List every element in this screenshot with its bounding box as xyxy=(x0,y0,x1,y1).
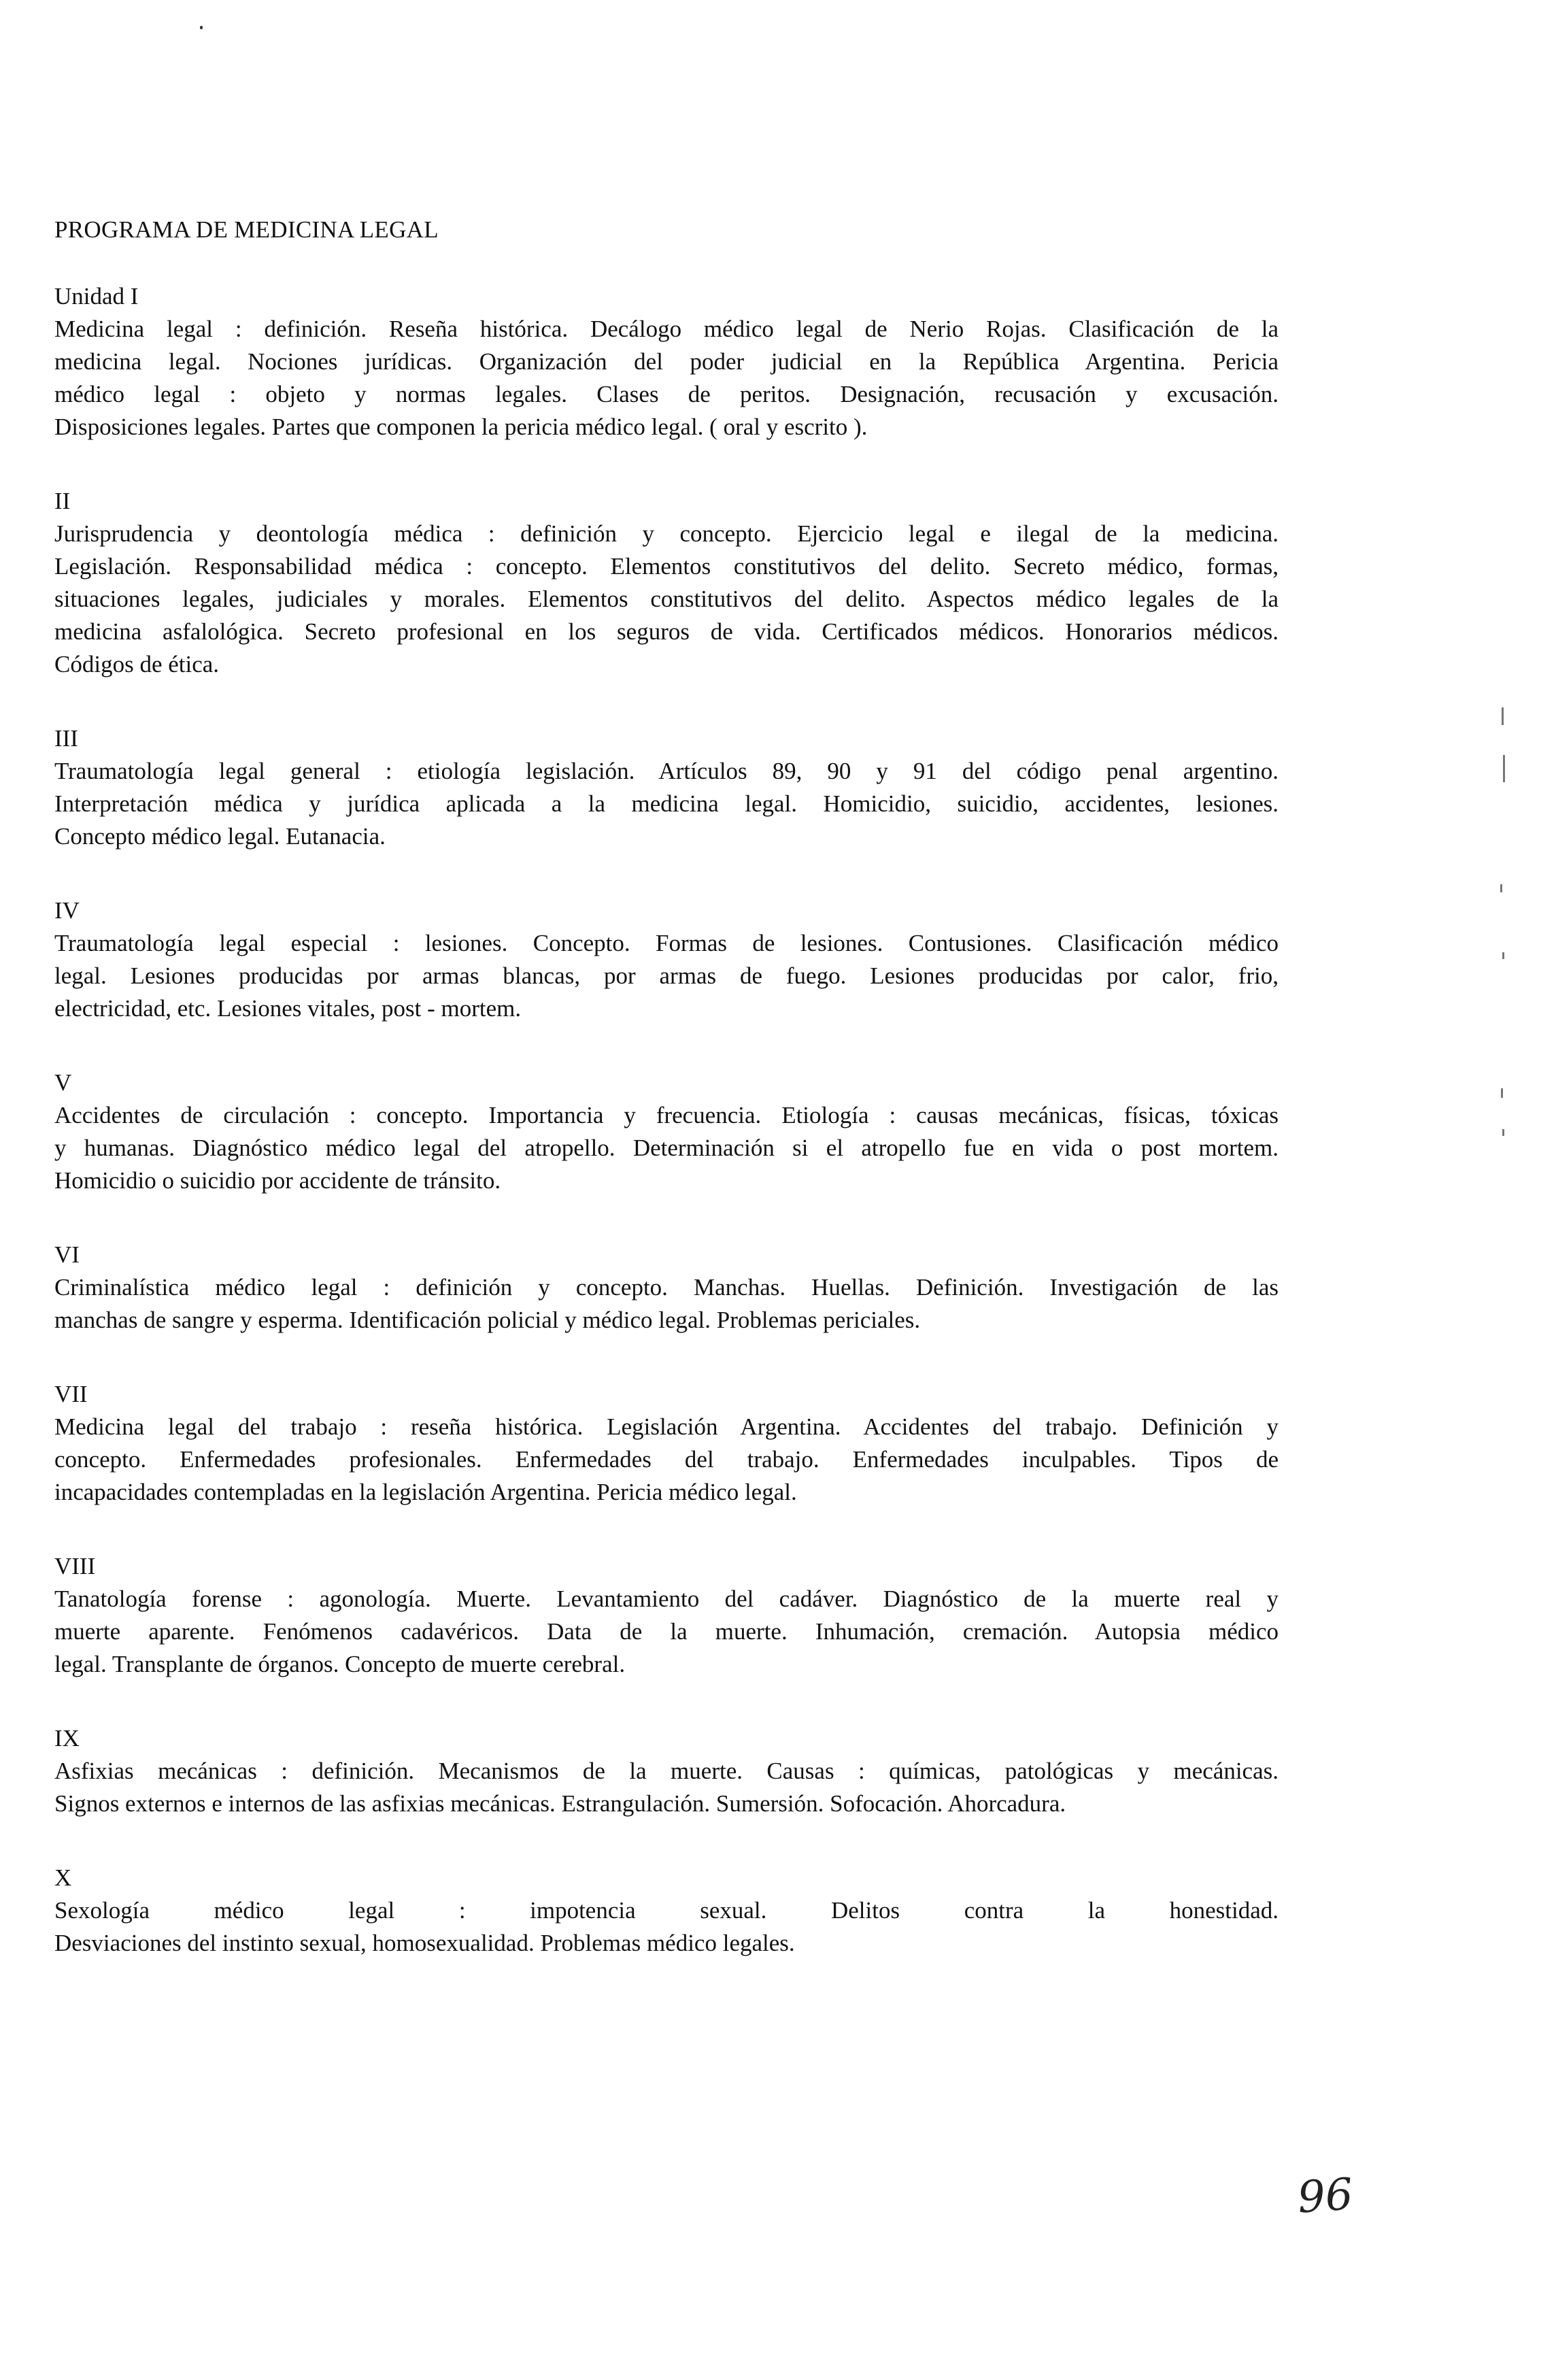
unit-text-line: Concepto médico legal. Eutanacia. xyxy=(54,823,386,850)
unit-text-line: electricidad, etc. Lesiones vitales, post - mortem. xyxy=(54,995,522,1022)
unit-heading: VI xyxy=(54,1241,80,1268)
unit-section xyxy=(54,1239,1279,1337)
unit-section xyxy=(54,1722,1279,1820)
unit-text-line: Medicina legal del trabajo : reseña histórica. Legislación Argentina. Accidentes del trabajo. Definición y xyxy=(54,1413,1279,1440)
scan-mark xyxy=(1502,707,1504,725)
unit-text-line: medicina asfalológica. Secreto profesional en los seguros de vida. Certificados médicos. Honorarios médicos. xyxy=(54,618,1279,645)
unit-text-line: concepto. Enfermedades profesionales. Enfermedades del trabajo. Enfermedades inculpables. Tipos de xyxy=(54,1446,1279,1473)
units-container xyxy=(54,280,1279,2001)
unit-text-line: Medicina legal : definición. Reseña histórica. Decálogo médico legal de Nerio Rojas. Clasificación de la xyxy=(54,316,1279,342)
unit-text-line: legal. Lesiones producidas por armas blancas, por armas de fuego. Lesiones producidas por calor, frio, xyxy=(54,962,1279,989)
scan-mark xyxy=(1503,755,1505,782)
unit-text-line: Códigos de ética. xyxy=(54,651,220,677)
unit-heading: VII xyxy=(54,1381,88,1407)
unit-heading: II xyxy=(54,488,71,514)
unit-text-line: situaciones legales, judiciales y morales. Elementos constitutivos del delito. Aspectos médico legales de la xyxy=(54,586,1279,612)
unit-text-line: medicina legal. Nociones jurídicas. Organización del poder judicial en la República Argentina. Pericia xyxy=(54,348,1279,375)
scan-mark xyxy=(1500,884,1502,892)
unit-text-line: incapacidades contempladas en la legislación Argentina. Pericia médico legal. xyxy=(54,1479,797,1505)
unit-text-line: Accidentes de circulación : concepto. Importancia y frecuencia. Etiología : causas mecánicas, físicas, tóxicas xyxy=(54,1102,1279,1128)
unit-section xyxy=(54,1550,1279,1681)
unit-section xyxy=(54,1862,1279,1960)
unit-text-line: médico legal : objeto y normas legales. Clases de peritos. Designación, recusación y excusación. xyxy=(54,381,1279,407)
unit-text-line: Asfixias mecánicas : definición. Mecanismos de la muerte. Causas : químicas, patológicas y mecánicas. xyxy=(54,1758,1279,1784)
unit-section xyxy=(54,1067,1279,1197)
unit-heading: V xyxy=(54,1069,72,1096)
unit-text-line: Tanatología forense : agonología. Muerte. Levantamiento del cadáver. Diagnóstico de la muerte real y xyxy=(54,1586,1279,1612)
unit-text-line: y humanas. Diagnóstico médico legal del atropello. Determinación si el atropello fue en vida o post mortem. xyxy=(54,1135,1279,1161)
unit-section xyxy=(54,894,1279,1025)
unit-section xyxy=(54,485,1279,681)
handwritten-page-number: 96 xyxy=(1296,2169,1355,2224)
unit-section xyxy=(54,722,1279,853)
scan-mark xyxy=(1502,952,1504,959)
unit-section xyxy=(54,280,1279,443)
unit-text-line: Traumatología legal especial : lesiones. Concepto. Formas de lesiones. Contusiones. Clasificación médico xyxy=(54,930,1279,956)
unit-text-line: Signos externos e internos de las asfixias mecánicas. Estrangulación. Sumersión. Sofocación. Ahorcadura. xyxy=(54,1790,1066,1817)
unit-text-line: manchas de sangre y esperma. Identificación policial y médico legal. Problemas periciales. xyxy=(54,1307,921,1333)
scan-speck xyxy=(200,26,203,29)
unit-text-line: legal. Transplante de órganos. Concepto de muerte cerebral. xyxy=(54,1651,626,1677)
unit-text-line: Sexología médico legal : impotencia sexual. Delitos contra la honestidad. xyxy=(54,1897,1279,1924)
unit-heading: III xyxy=(54,725,78,752)
unit-text-line: Traumatología legal general : etiología legislación. Artículos 89, 90 y 91 del código penal argentino. xyxy=(54,758,1279,784)
unit-text-line: Criminalística médico legal : definición y concepto. Manchas. Huellas. Definición. Investigación de las xyxy=(54,1274,1279,1301)
unit-text-line: Desviaciones del instinto sexual, homosexualidad. Problemas médico legales. xyxy=(54,1930,795,1956)
unit-text-line: Disposiciones legales. Partes que componen la pericia médico legal. ( oral y escrito ). xyxy=(54,414,868,440)
unit-heading: Unidad I xyxy=(54,283,139,309)
unit-section xyxy=(54,1378,1279,1509)
unit-heading: IX xyxy=(54,1725,80,1752)
unit-heading: IV xyxy=(54,897,80,924)
unit-text-line: Jurisprudencia y deontología médica : definición y concepto. Ejercicio legal e ilegal de la medicina. xyxy=(54,520,1279,547)
scan-mark xyxy=(1502,1129,1504,1136)
unit-text-line: Homicidio o suicidio por accidente de tránsito. xyxy=(54,1167,501,1194)
unit-text-line: muerte aparente. Fenómenos cadavéricos. Data de la muerte. Inhumación, cremación. Autopsia médico xyxy=(54,1618,1279,1645)
unit-heading: VIII xyxy=(54,1553,96,1579)
scan-margin-marks xyxy=(1496,680,1517,1170)
scan-mark xyxy=(1501,1088,1503,1098)
unit-heading: X xyxy=(54,1864,72,1891)
unit-text-line: Interpretación médica y jurídica aplicada a la medicina legal. Homicidio, suicidio, accidentes, lesiones. xyxy=(54,790,1279,817)
document-title: PROGRAMA DE MEDICINA LEGAL xyxy=(54,216,439,243)
unit-text-line: Legislación. Responsabilidad médica : concepto. Elementos constitutivos del delito. Secreto médico, formas, xyxy=(54,553,1279,580)
